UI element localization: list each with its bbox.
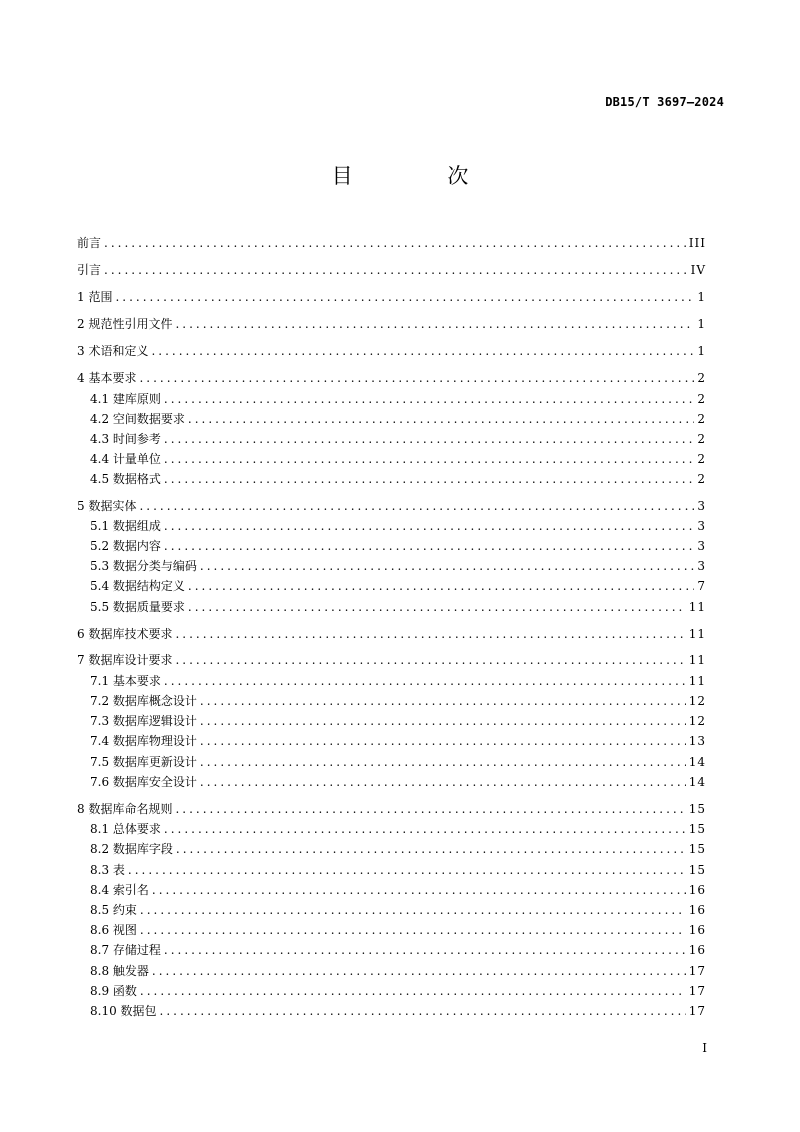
toc-dot-leader	[151, 342, 694, 360]
toc-entry-page: 2	[697, 392, 706, 406]
toc-entry[interactable]	[90, 712, 706, 730]
toc-entry[interactable]	[77, 342, 706, 360]
toc-entry-label: 1 范围	[77, 290, 113, 304]
toc-entry-label: 8 数据库命名规则	[77, 802, 173, 816]
toc-dot-leader	[200, 557, 694, 575]
toc-entry[interactable]	[90, 921, 706, 939]
toc-entry-label: 8.5 约束	[90, 903, 137, 917]
toc-entry[interactable]	[90, 672, 706, 690]
toc-entry-label: 8.1 总体要求	[90, 822, 161, 836]
toc-entry[interactable]	[90, 577, 706, 595]
toc-dot-leader	[104, 261, 688, 279]
toc-entry[interactable]	[90, 410, 706, 428]
toc-entry-page: III	[688, 236, 706, 250]
toc-entry[interactable]	[90, 901, 706, 919]
toc-entry-label: 5.5 数据质量要求	[90, 600, 185, 614]
toc-dot-leader	[175, 315, 694, 333]
toc-dot-leader	[188, 598, 686, 616]
toc-entry-label: 8.6 视图	[90, 923, 137, 937]
toc-entry-page: 2	[697, 371, 706, 385]
toc-entry-page: 3	[697, 519, 706, 533]
toc-dot-leader	[164, 672, 686, 690]
toc-dot-leader	[139, 497, 694, 515]
toc-dot-leader	[164, 430, 694, 448]
toc-entry-label: 4.1 建库原则	[90, 392, 161, 406]
toc-entry-label: 3 术语和定义	[77, 344, 149, 358]
toc-entry-label: 5.2 数据内容	[90, 539, 161, 553]
toc-entry-label: 4 基本要求	[77, 371, 137, 385]
toc-dot-leader	[164, 470, 694, 488]
toc-dot-leader	[200, 753, 686, 771]
toc-dot-leader	[188, 410, 694, 428]
toc-dot-leader	[164, 450, 694, 468]
toc-dot-leader	[152, 881, 686, 899]
toc-entry-page: 11	[688, 600, 706, 614]
toc-entry-page: 1	[697, 317, 706, 331]
toc-entry-page: 7	[697, 579, 706, 593]
toc-entry-page: 16	[688, 903, 706, 917]
toc-entry-page: 2	[697, 452, 706, 466]
toc-dot-leader	[200, 692, 686, 710]
toc-entry[interactable]	[90, 773, 706, 791]
toc-dot-leader	[115, 288, 694, 306]
toc-dot-leader	[164, 941, 686, 959]
toc-entry-label: 4.4 计量单位	[90, 452, 161, 466]
toc-entry[interactable]	[90, 861, 706, 879]
toc-entry[interactable]	[90, 470, 706, 488]
toc-dot-leader	[128, 861, 686, 879]
toc-dot-leader	[164, 820, 686, 838]
toc-entry-page: 3	[697, 539, 706, 553]
toc-entry-page: 12	[688, 714, 706, 728]
toc-entry-label: 5.3 数据分类与编码	[90, 559, 197, 573]
toc-dot-leader	[160, 1002, 686, 1020]
document-code: DB15/T 3697—2024	[605, 95, 724, 109]
toc-entry[interactable]	[90, 962, 706, 980]
toc-entry-page: 14	[688, 775, 706, 789]
toc-entry-label: 8.9 函数	[90, 984, 137, 998]
toc-entry[interactable]	[90, 450, 706, 468]
toc-entry-page: 11	[688, 674, 706, 688]
toc-entry-page: 17	[688, 984, 706, 998]
toc-entry[interactable]	[77, 315, 706, 333]
toc-entry-label: 引言	[77, 263, 102, 277]
toc-entry-page: IV	[690, 263, 706, 277]
toc-entry-page: 1	[697, 344, 706, 358]
toc-entry-page: 15	[688, 863, 706, 877]
toc-dot-leader	[140, 921, 686, 939]
toc-entry[interactable]	[90, 753, 706, 771]
toc-entry[interactable]	[90, 982, 706, 1000]
toc-entry-page: 16	[688, 923, 706, 937]
toc-entry-page: 14	[688, 755, 706, 769]
toc-entry-label: 5.4 数据结构定义	[90, 579, 185, 593]
toc-dot-leader	[175, 651, 685, 669]
toc-entry-label: 4.3 时间参考	[90, 432, 161, 446]
toc-entry-page: 15	[688, 842, 706, 856]
toc-entry-page: 15	[688, 802, 706, 816]
toc-entry-label: 7.1 基本要求	[90, 674, 161, 688]
toc-entry[interactable]	[90, 692, 706, 710]
toc-entry-page: 11	[688, 627, 706, 641]
toc-entry[interactable]	[90, 517, 706, 535]
page-number: I	[702, 1041, 707, 1055]
toc-entry[interactable]	[90, 941, 706, 959]
toc-entry-label: 4.2 空间数据要求	[90, 412, 185, 426]
toc-entry-page: 3	[697, 559, 706, 573]
toc-entry-page: 16	[688, 943, 706, 957]
toc-dot-leader	[164, 537, 694, 555]
toc-entry-page: 11	[688, 653, 706, 667]
toc-dot-leader	[176, 840, 686, 858]
toc-entry[interactable]	[90, 537, 706, 555]
toc-entry-label: 8.8 触发器	[90, 964, 149, 978]
toc-entry-label: 前言	[77, 236, 102, 250]
toc-title: 目 次	[331, 164, 513, 188]
toc-entry[interactable]	[90, 557, 706, 575]
toc-dot-leader	[164, 390, 694, 408]
toc-dot-leader	[175, 800, 685, 818]
toc-entry[interactable]	[90, 430, 706, 448]
toc-entry[interactable]	[90, 732, 706, 750]
toc-entry[interactable]	[90, 840, 706, 858]
toc-dot-leader	[164, 517, 694, 535]
toc-entry-page: 1	[697, 290, 706, 304]
toc-entry-page: 2	[697, 472, 706, 486]
toc-entry[interactable]	[90, 598, 706, 616]
toc-entry-label: 8.2 数据库字段	[90, 842, 173, 856]
toc-dot-leader	[139, 369, 694, 387]
toc-entry-label: 8.10 数据包	[90, 1004, 157, 1018]
toc-dot-leader	[200, 773, 686, 791]
toc-entry-label: 4.5 数据格式	[90, 472, 161, 486]
toc-entry-page: 17	[688, 964, 706, 978]
toc-entry-label: 7.6 数据库安全设计	[90, 775, 197, 789]
toc-entry-page: 2	[697, 432, 706, 446]
toc-entry-page: 15	[688, 822, 706, 836]
toc-entry-label: 7 数据库设计要求	[77, 653, 173, 667]
toc-entry-label: 2 规范性引用文件	[77, 317, 173, 331]
toc-entry[interactable]	[77, 261, 706, 279]
toc-entry[interactable]	[77, 288, 706, 306]
toc-entry[interactable]	[90, 881, 706, 899]
toc-entry[interactable]	[77, 369, 706, 387]
toc-entry-label: 7.2 数据库概念设计	[90, 694, 197, 708]
toc-entry-label: 5 数据实体	[77, 499, 137, 513]
toc-dot-leader	[140, 901, 686, 919]
toc-dot-leader	[188, 577, 694, 595]
toc-dot-leader	[200, 732, 686, 750]
toc-dot-leader	[140, 982, 686, 1000]
toc-dot-leader	[104, 234, 686, 252]
toc-entry-page: 12	[688, 694, 706, 708]
toc-entry[interactable]	[90, 820, 706, 838]
toc-entry-label: 8.4 索引名	[90, 883, 149, 897]
toc-entry-label: 5.1 数据组成	[90, 519, 161, 533]
toc-entry-page: 2	[697, 412, 706, 426]
toc-entry[interactable]	[77, 800, 706, 818]
toc-entry-page: 17	[688, 1004, 706, 1018]
toc-entry[interactable]	[90, 390, 706, 408]
toc-entry-page: 13	[688, 734, 706, 748]
toc-entry-label: 7.3 数据库逻辑设计	[90, 714, 197, 728]
toc-entry-page: 3	[697, 499, 706, 513]
toc-entry-label: 7.4 数据库物理设计	[90, 734, 197, 748]
toc-entry-label: 8.7 存储过程	[90, 943, 161, 957]
toc-entry[interactable]	[77, 625, 706, 643]
toc-dot-leader	[152, 962, 686, 980]
toc-entry-label: 8.3 表	[90, 863, 125, 877]
toc-entry-label: 7.5 数据库更新设计	[90, 755, 197, 769]
toc-entry[interactable]	[90, 1002, 706, 1020]
toc-entry-page: 16	[688, 883, 706, 897]
toc-dot-leader	[175, 625, 685, 643]
toc-entry[interactable]	[77, 497, 706, 515]
toc-entry[interactable]	[77, 234, 706, 252]
toc-entry[interactable]	[77, 651, 706, 669]
toc-dot-leader	[200, 712, 686, 730]
toc-entry-label: 6 数据库技术要求	[77, 627, 173, 641]
